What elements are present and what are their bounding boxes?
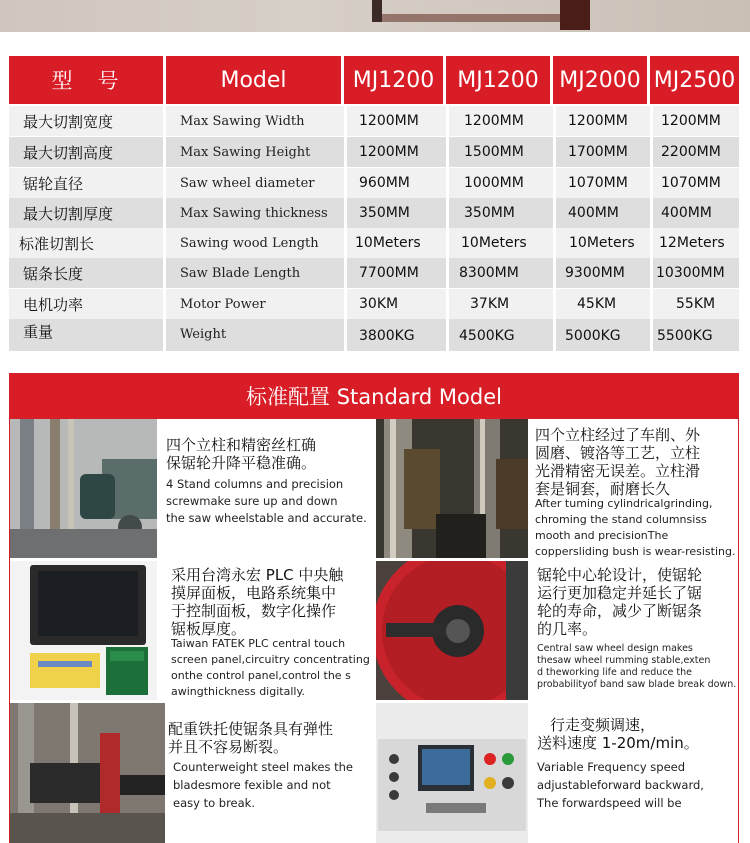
header-model-cn: 型 号 bbox=[9, 56, 163, 104]
feature-3-en: Taiwan FATEK PLC central touch screen panel,circuitry concentrating onthe control panel,control the s awingthickness digitally. bbox=[171, 637, 370, 698]
column-divider bbox=[650, 104, 653, 351]
cell-value: 1200MM bbox=[464, 113, 524, 129]
cell-value: 8300MM bbox=[459, 265, 519, 281]
column-divider bbox=[553, 104, 556, 351]
cell-value: 1000MM bbox=[464, 175, 524, 191]
row-label-en: Saw Blade Length bbox=[180, 265, 301, 281]
spec-row bbox=[9, 198, 739, 228]
feature-photo-control-panel bbox=[376, 703, 528, 843]
cell-value: 10Meters bbox=[355, 235, 421, 251]
cell-value: 12Meters bbox=[659, 235, 725, 251]
cell-value: 1200MM bbox=[359, 144, 419, 160]
spec-row bbox=[9, 289, 739, 319]
row-label-cn: 最大切割高度 bbox=[23, 143, 114, 162]
polished-columns-illustration bbox=[376, 419, 528, 558]
cell-value: 45KM bbox=[577, 296, 617, 312]
cell-value: 9300MM bbox=[565, 265, 625, 281]
cell-value: 1200MM bbox=[359, 113, 419, 129]
row-label-en: Sawing wood Length bbox=[180, 235, 319, 251]
cell-value: 1200MM bbox=[661, 113, 721, 129]
feature-6-cn-2: 送料速度 1-20m/min。 bbox=[537, 734, 699, 752]
cell-value: 10300MM bbox=[656, 265, 725, 281]
saw-wheel-illustration bbox=[376, 561, 528, 700]
photo-detail bbox=[560, 0, 590, 30]
row-label-en: Max Sawing Width bbox=[180, 113, 305, 129]
spec-row bbox=[9, 106, 739, 136]
feature-photo-plc bbox=[10, 561, 157, 700]
row-label-en: Max Sawing thickness bbox=[180, 205, 328, 221]
cell-value: 10Meters bbox=[461, 235, 527, 251]
row-label-en: Max Sawing Height bbox=[180, 144, 311, 160]
cell-value: 400MM bbox=[568, 205, 619, 221]
plc-illustration bbox=[10, 561, 157, 700]
feature-2-en: After tuming cylindricalgrinding, chroming the stand columnsiss mooth and precisionThe coppersliding bush is wear-resisting. bbox=[535, 497, 736, 558]
cell-value: 37KM bbox=[470, 296, 510, 312]
feature-5-en: Counterweight steel makes the bladesmore fexible and not easy to break. bbox=[173, 760, 353, 810]
cell-value: 5500KG bbox=[657, 328, 713, 344]
feature-6-en: Variable Frequency speed adjustableforward backward, The forwardspeed will be bbox=[537, 760, 704, 810]
cell-value: 960MM bbox=[359, 175, 410, 191]
header-model-2: MJ1200 bbox=[446, 56, 550, 104]
spec-row bbox=[9, 319, 739, 351]
feature-3-cn: 采用台湾永宏 PLC 中央触 摸屏面板，电路系统集中 于控制面板，数字化操作 锯板厚度。 bbox=[171, 566, 344, 638]
feature-1-cn: 四个立柱和精密丝杠确 保锯轮升降平稳准确。 bbox=[166, 436, 317, 472]
feature-photo-counterweight bbox=[10, 703, 165, 843]
top-machine-photo bbox=[0, 0, 750, 32]
header-model-1: MJ1200 bbox=[344, 56, 443, 104]
photo-detail bbox=[372, 0, 382, 22]
header-model-en: Model bbox=[166, 56, 341, 104]
feature-4-en: Central saw wheel design makes thesaw wheel rumming stable,exten d theworking life and reduce the probabilityof band saw blade break down. bbox=[537, 643, 737, 690]
cell-value: 4500KG bbox=[459, 328, 515, 344]
feature-photo-polished-columns bbox=[376, 419, 528, 558]
column-divider bbox=[344, 104, 347, 351]
feature-photo-saw-wheel bbox=[376, 561, 528, 700]
row-label-en: Motor Power bbox=[180, 296, 266, 312]
row-label-en: Saw wheel diameter bbox=[180, 175, 315, 191]
header-model-3: MJ2000 bbox=[553, 56, 647, 104]
row-label-cn: 最大切割厚度 bbox=[23, 204, 114, 223]
counterweight-illustration bbox=[10, 703, 165, 843]
feature-2-cn: 四个立柱经过了车削、外 圆磨、镀洛等工艺，立柱 光滑精密无误差。立柱滑 套是铜套，耐磨长久 bbox=[535, 426, 701, 498]
photo-detail bbox=[382, 14, 560, 22]
cell-value: 1070MM bbox=[568, 175, 628, 191]
spec-row bbox=[9, 168, 739, 198]
spec-header-row bbox=[9, 56, 739, 104]
cell-value: 10Meters bbox=[569, 235, 635, 251]
feature-1-en: 4 Stand columns and precision screwmake sure up and down the saw wheelstable and accurate. bbox=[166, 477, 367, 525]
row-label-cn: 锯轮直径 bbox=[23, 174, 84, 193]
row-label-cn: 最大切割宽度 bbox=[23, 112, 114, 131]
cell-value: 350MM bbox=[359, 205, 410, 221]
spec-row bbox=[9, 228, 739, 258]
cell-value: 5000KG bbox=[565, 328, 621, 344]
cell-value: 7700MM bbox=[359, 265, 419, 281]
cell-value: 1200MM bbox=[568, 113, 628, 129]
header-model-4: MJ2500 bbox=[650, 56, 739, 104]
cell-value: 1070MM bbox=[661, 175, 721, 191]
cell-value: 1500MM bbox=[464, 144, 524, 160]
cell-value: 400MM bbox=[661, 205, 712, 221]
column-divider bbox=[446, 104, 449, 351]
cell-value: 55KM bbox=[676, 296, 716, 312]
standard-model-title: 标准配置 Standard Model bbox=[9, 373, 739, 419]
cell-value: 2200MM bbox=[661, 144, 721, 160]
spec-row bbox=[9, 137, 739, 167]
row-label-cn: 电机功率 bbox=[23, 295, 84, 314]
columns-motor-illustration bbox=[10, 419, 157, 558]
row-label-en: Weight bbox=[180, 326, 227, 342]
spec-table bbox=[9, 56, 739, 351]
feature-6-cn: 行走变频调速， bbox=[550, 716, 656, 734]
row-label-cn: 重量 bbox=[23, 323, 54, 341]
control-panel-illustration bbox=[376, 703, 528, 843]
cell-value: 1700MM bbox=[568, 144, 628, 160]
row-label-cn: 标准切割长 bbox=[19, 234, 95, 253]
cell-value: 3800KG bbox=[359, 328, 415, 344]
feature-4-cn: 锯轮中心轮设计，使锯轮 运行更加稳定并延长了锯 轮的寿命，减少了断锯条 的几率。 bbox=[537, 566, 703, 638]
spec-row bbox=[9, 258, 739, 288]
feature-photo-columns bbox=[10, 419, 157, 558]
feature-5-cn: 配重铁托使锯条具有弹性 并且不容易断裂。 bbox=[168, 720, 334, 756]
row-label-cn: 锯条长度 bbox=[23, 264, 84, 283]
cell-value: 350MM bbox=[464, 205, 515, 221]
cell-value: 30KM bbox=[359, 296, 399, 312]
